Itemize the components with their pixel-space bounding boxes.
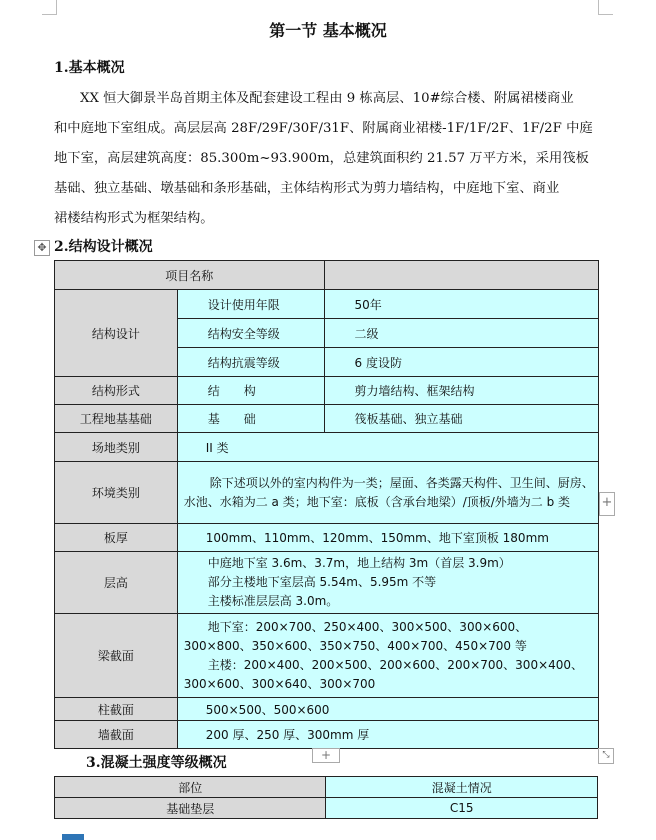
table-cell: II 类: [177, 433, 598, 462]
table-header-cell: 部位: [55, 777, 326, 798]
row-label: 梁截面: [55, 614, 178, 698]
row-label: 环境类别: [55, 462, 178, 524]
page-title: 第一节 基本概况: [269, 21, 387, 40]
structure-design-table: [54, 260, 599, 749]
table-cell: 剪力墙结构、框架结构: [324, 377, 598, 405]
design-group-label: 结构设计: [55, 290, 178, 377]
add-row-plus-icon[interactable]: +: [312, 748, 340, 763]
table-header-cell: [324, 261, 598, 290]
section-heading-concrete: 3.混凝土强度等级概况: [86, 755, 227, 771]
floor-line: 主楼标准层层高 3.0m。: [207, 594, 339, 608]
section-heading-structure: 2.结构设计概况: [54, 239, 153, 255]
table-cell: 基 础: [177, 405, 324, 433]
paragraph-line: 地下室，高层建筑高度：85.300m~93.900m，总建筑面积约 21.57 万平方米，采用筏板: [54, 151, 589, 166]
beam-line: 主楼：200×400、200×500、200×600、200×700、300×400、300×600、300×640、300×700: [183, 657, 584, 691]
table-cell: [177, 614, 598, 698]
table-cell: 筏板基础、独立基础: [324, 405, 598, 433]
paragraph-line: 基础、独立基础、墩基础和条形基础，主体结构形式为剪力墙结构，中庭地下室、商业: [54, 181, 560, 196]
row-label: 板厚: [55, 524, 178, 552]
table-cell: 100mm、110mm、120mm、150mm、地下室顶板 180mm: [177, 524, 598, 552]
row-label: 结构形式: [55, 377, 178, 405]
table-move-handle-icon[interactable]: ✥: [34, 240, 50, 256]
row-label: 柱截面: [55, 698, 178, 721]
table-resize-icon[interactable]: ⤡: [598, 748, 614, 764]
table-cell: 除下述项以外的室内构件为一类；屋面、各类露天构件、卫生间、厨房、水池、水箱为二 a 类；地下室：底板（含承台地梁）/顶板/外墙为二 b 类: [177, 462, 598, 524]
beam-line: 地下室：200×700、250×400、300×500、300×600、300×800、350×600、350×750、400×700、450×700 等: [183, 619, 528, 653]
table-row: [55, 798, 598, 819]
table-cell: 200 厚、250 厚、300mm 厚: [177, 721, 598, 749]
concrete-strength-table: [54, 776, 598, 819]
table-cell: C15: [326, 798, 598, 819]
row-label: 层高: [55, 552, 178, 614]
row-label: 工程地基基础: [55, 405, 178, 433]
floor-line: 部分主楼地下室层高 5.54m、5.95m 不等: [207, 575, 437, 589]
page-corner-mark: [598, 0, 613, 15]
page-corner-mark: [42, 0, 57, 15]
paragraph-line: 裙楼结构形式为框架结构。: [54, 211, 214, 226]
table-header-cell: 项目名称: [55, 261, 325, 290]
table-cell: 结 构: [177, 377, 324, 405]
table-cell: 基础垫层: [55, 798, 326, 819]
table-cell: 50年: [324, 290, 598, 319]
row-label: 场地类别: [55, 433, 178, 462]
paragraph-line: 和中庭地下室组成。高层层高 28F/29F/30F/31F、附属商业裙楼-1F/1F/2F、1F/2F 中庭: [54, 121, 593, 136]
next-heading-bullet-icon: [62, 834, 84, 840]
add-column-plus-icon[interactable]: +: [599, 492, 615, 516]
table-header-cell: 混凝土情况: [326, 777, 598, 798]
table-cell: 结构抗震等级: [177, 348, 324, 377]
table-cell: 6 度设防: [324, 348, 598, 377]
table-cell: 二级: [324, 319, 598, 348]
table-cell: 结构安全等级: [177, 319, 324, 348]
paragraph-line: XX 恒大御景半岛首期主体及配套建设工程由 9 栋高层、10#综合楼、附属裙楼商业: [80, 91, 574, 106]
overview-paragraph: [54, 84, 602, 234]
table-cell: 500×500、500×600: [177, 698, 598, 721]
table-cell: [177, 552, 598, 614]
section-heading-basic: 1.基本概况: [54, 60, 125, 76]
row-label: 墙截面: [55, 721, 178, 749]
floor-line: 中庭地下室 3.6m、3.7m，地上结构 3m（首层 3.9m）: [207, 556, 511, 570]
table-cell: 设计使用年限: [177, 290, 324, 319]
